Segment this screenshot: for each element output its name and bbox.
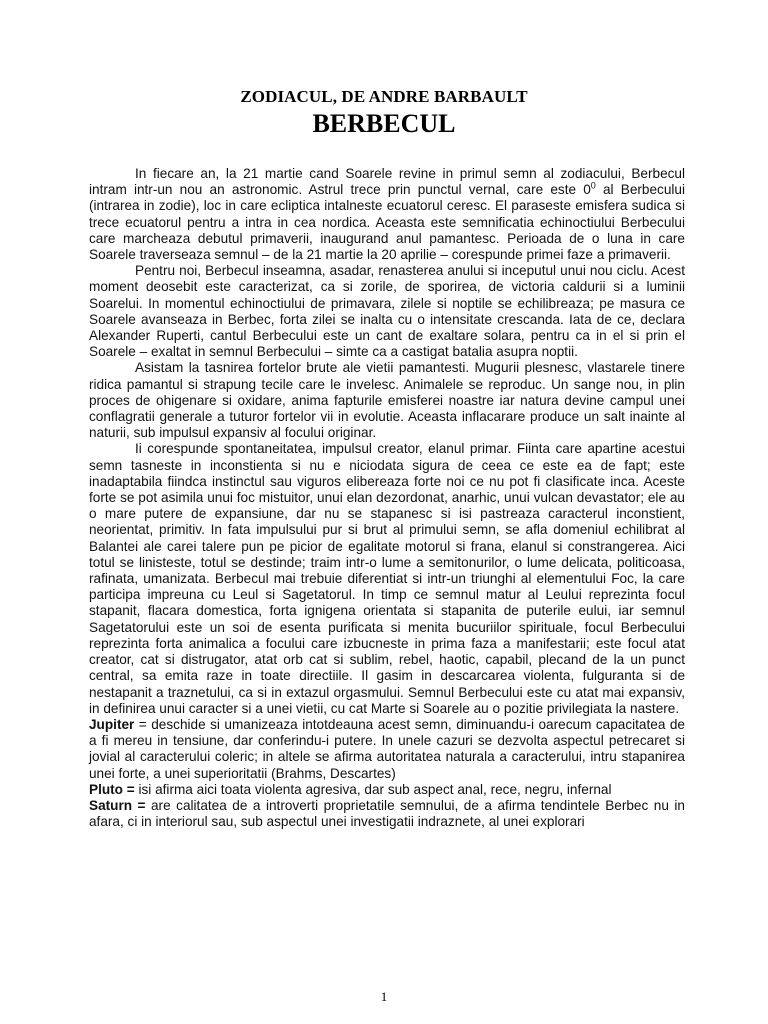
keyword-jupiter: Jupiter xyxy=(89,716,135,732)
document-body xyxy=(89,166,685,830)
paragraph-saturn xyxy=(89,798,685,830)
paragraph-1-text-a: In fiecare an, la 21 martie cand Soarele revine in primul semn al zodiacului, Berbecul intram intr-un nou an astronomic. Astrul trece prin punctul vernal, care este 0 xyxy=(89,166,685,198)
document-title: BERBECUL xyxy=(312,109,456,138)
jupiter-text: = deschide si umanizeaza intotdeauna acest semn, diminuandu-i oarecum capacitatea de a fi mereu in tensiune, dar conferindu-i putere. In unele cazuri se dezvolta aspectul petrecaret si jovial al caracterului coleric; in altele se afirma autoritatea naturala a caracterului, intru stapanirea unei forte, a unei superioritatii (Brahms, Descartes) xyxy=(89,716,685,781)
paragraph-3: Asistam la tasnirea fortelor brute ale vietii pamantesti. Mugurii plesnesc, vlastarele tinere ridica pamantul si strapung tecile care le invelesc. Animalele se reproduc. Un sange nou, in plin proces de ohigenare si oxidare, anima fapturile emisferei noastre iar natura devine campul unei conflagratii generale a tuturor fortelor vii in evolutie. Aceasta inflacarare produce un salt inainte al naturii, sub impulsul expansiv al focului originar. xyxy=(89,360,685,441)
paragraph-1-text-b: al Berbecului (intrarea in zodie), loc in care ecliptica intalneste ecuatorul ceresc. El paraseste emisfera sudica si trece ecuatorul pentru a intra in cea nordica. Aceasta este semnificatia echinoctiului Berbecului care marcheaza debutul primaverii, inaugurand anul pamantesc. Perioada de o luna in care Soarele traverseaza semnul – de la 21 martie la 20 aprilie – corespunde primei faze a primaverii. xyxy=(89,182,685,263)
degree-superscript: 0 xyxy=(590,180,596,191)
paragraph-pluto xyxy=(89,782,685,798)
keyword-pluto: Pluto = xyxy=(89,781,135,797)
paragraph-2: Pentru noi, Berbecul inseamna, asadar, renasterea anului si inceputul unui nou ciclu. Acest moment deosebit este caracterizat, ca si zorile, de sporirea, de victoria caldurii si a luminii Soarelui. In momentul echinoctiului de primavara, zilele si noptile se echilibreaza; pe masura ce Soarele avanseaza in Berbec, forta zilei se inalta cu o intensitate crescanda. Iata de ce, declara Alexander Ruperti, cantul Berbecului este un cant de exaltare solara, pentru ca in el si prin el Soarele – exaltat in semnul Berbecului – simte ca a castigat batalia asupra noptii. xyxy=(89,263,685,360)
paragraph-1 xyxy=(89,166,685,263)
keyword-saturn: Saturn = xyxy=(89,797,146,813)
paragraph-4: Ii corespunde spontaneitatea, impulsul creator, elanul primar. Fiinta care apartine acestui semn tasneste in inconstienta si nu e niciodata sigura de ceea ce este ea de fapt; este inadaptabila fiindca instinctul sau viguros elibereaza forte noi ce nu pot fi clasificate inca. Aceste forte se pot asimila unui foc mistuitor, unui elan dezordonat, anarhic, unui vulcan devastator; ele au o mare putere de expansiune, dar nu se stapanesc si isi pastreaza caracterul inconstient, neorientat, primitiv. In fata impulsului pur si brut al primului semn, se afla domeniul echilibrat al Balantei ale carei talere pun pe picior de egalitate motorul si frana, elanul si constrangerea. Aici totul se linisteste, totul se destinde; traim intr-o lume a semitonurilor, o lume delicata, politicoasa, rafinata, umanizata. Berbecul mai trebuie diferentiat si intr-un triunghi al elementului Foc, la care participa impreuna cu Leul si Sagetatorul. In timp ce semnul matur al Leului reprezinta focul stapanit, flacara domestica, forta ignigena orientata si stapanita de puterile eului, iar semnul Sagetatorului este un soi de esenta purificata si menita bucuriilor spirituale, focul Berbecului reprezinta forta animalica a focului care izbucneste in prima faza a manifestarii; este focul atat creator, cat si distrugator, atat orb cat si sublim, rebel, haotic, capabil, plecand de la un punct central, sa emita raze in toate directiile. Il gasim in descarcarea violenta, fulguranta si de nestapanit a traznetului, ca si in extazul orgasmului. Semnul Berbecului este cu atat mai expansiv, in definirea unui caracter si a unei vietii, cu cat Marte si Soarele au o pozitie privilegiata la nastere. xyxy=(89,441,685,716)
saturn-text: are calitatea de a introverti proprietatile semnului, de a afirma tendintele Berbec nu in afara, ci in interiorul sau, sub aspectul unei investigatii indraznete, al unei explorari xyxy=(89,797,685,830)
paragraph-jupiter xyxy=(89,717,685,782)
pluto-text: isi afirma aici toata violenta agresiva, dar sub aspect anal, rece, negru, infernal xyxy=(134,781,612,797)
document-subtitle: ZODIACUL, DE ANDRE BARBAULT xyxy=(240,87,528,106)
page-number: 1 xyxy=(380,989,388,1004)
document-header xyxy=(0,86,768,139)
